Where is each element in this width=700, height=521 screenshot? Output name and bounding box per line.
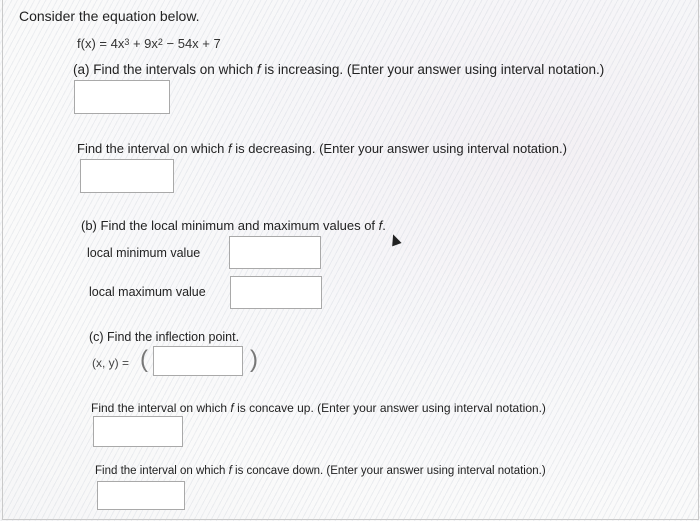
local-min-input[interactable] [229, 236, 321, 269]
xy-label: (x, y) = [92, 356, 130, 370]
local-max-label: local maximum value [89, 285, 206, 299]
prompt-text: is concave up. (Enter your answer using interval notation.) [233, 401, 546, 415]
equation-part: − 54x + 7 [162, 36, 221, 51]
inflection-point-input[interactable] [153, 346, 243, 376]
equation-part: f(x) = 4x [77, 36, 125, 51]
prompt-text: is concave down. (Enter your answer using interval notation.) [231, 465, 546, 477]
function-symbol: f [228, 141, 232, 156]
function-symbol: f [228, 465, 232, 477]
decreasing-prompt [77, 141, 567, 156]
exponent-2: 2 [157, 37, 163, 47]
concave-down-prompt [95, 465, 546, 477]
increasing-interval-input[interactable] [74, 80, 170, 114]
concave-up-prompt [91, 401, 546, 415]
part-b-prompt [81, 218, 386, 233]
function-symbol: f [378, 218, 383, 233]
open-paren: ( [140, 346, 148, 373]
part-c-prompt: (c) Find the inflection point. [89, 330, 240, 344]
prompt-text: (b) Find the local minimum and maximum values of [81, 218, 379, 233]
function-symbol: f [230, 401, 234, 415]
prompt-text: (a) Find the intervals on which [73, 62, 257, 77]
decreasing-interval-input[interactable] [80, 159, 174, 193]
equation [77, 36, 221, 51]
function-symbol: f [256, 62, 261, 77]
part-a-prompt [73, 62, 604, 77]
prompt-text: . [382, 218, 386, 233]
prompt-text: is increasing. (Enter your answer using interval notation.) [260, 62, 605, 77]
close-paren: ) [250, 346, 258, 373]
exponent-3: 3 [124, 37, 130, 47]
equation-part: + 9x [129, 36, 158, 51]
intro-text: Consider the equation below. [19, 8, 200, 24]
local-min-label: local minimum value [87, 246, 201, 260]
prompt-text: Find the interval on which [95, 465, 229, 477]
prompt-text: Find the interval on which [91, 401, 231, 415]
concave-down-input[interactable] [97, 481, 185, 510]
prompt-text: Find the interval on which [77, 141, 229, 156]
concave-up-input[interactable] [93, 416, 183, 447]
local-max-input[interactable] [230, 276, 322, 309]
prompt-text: is decreasing. (Enter your answer using interval notation.) [231, 141, 567, 156]
